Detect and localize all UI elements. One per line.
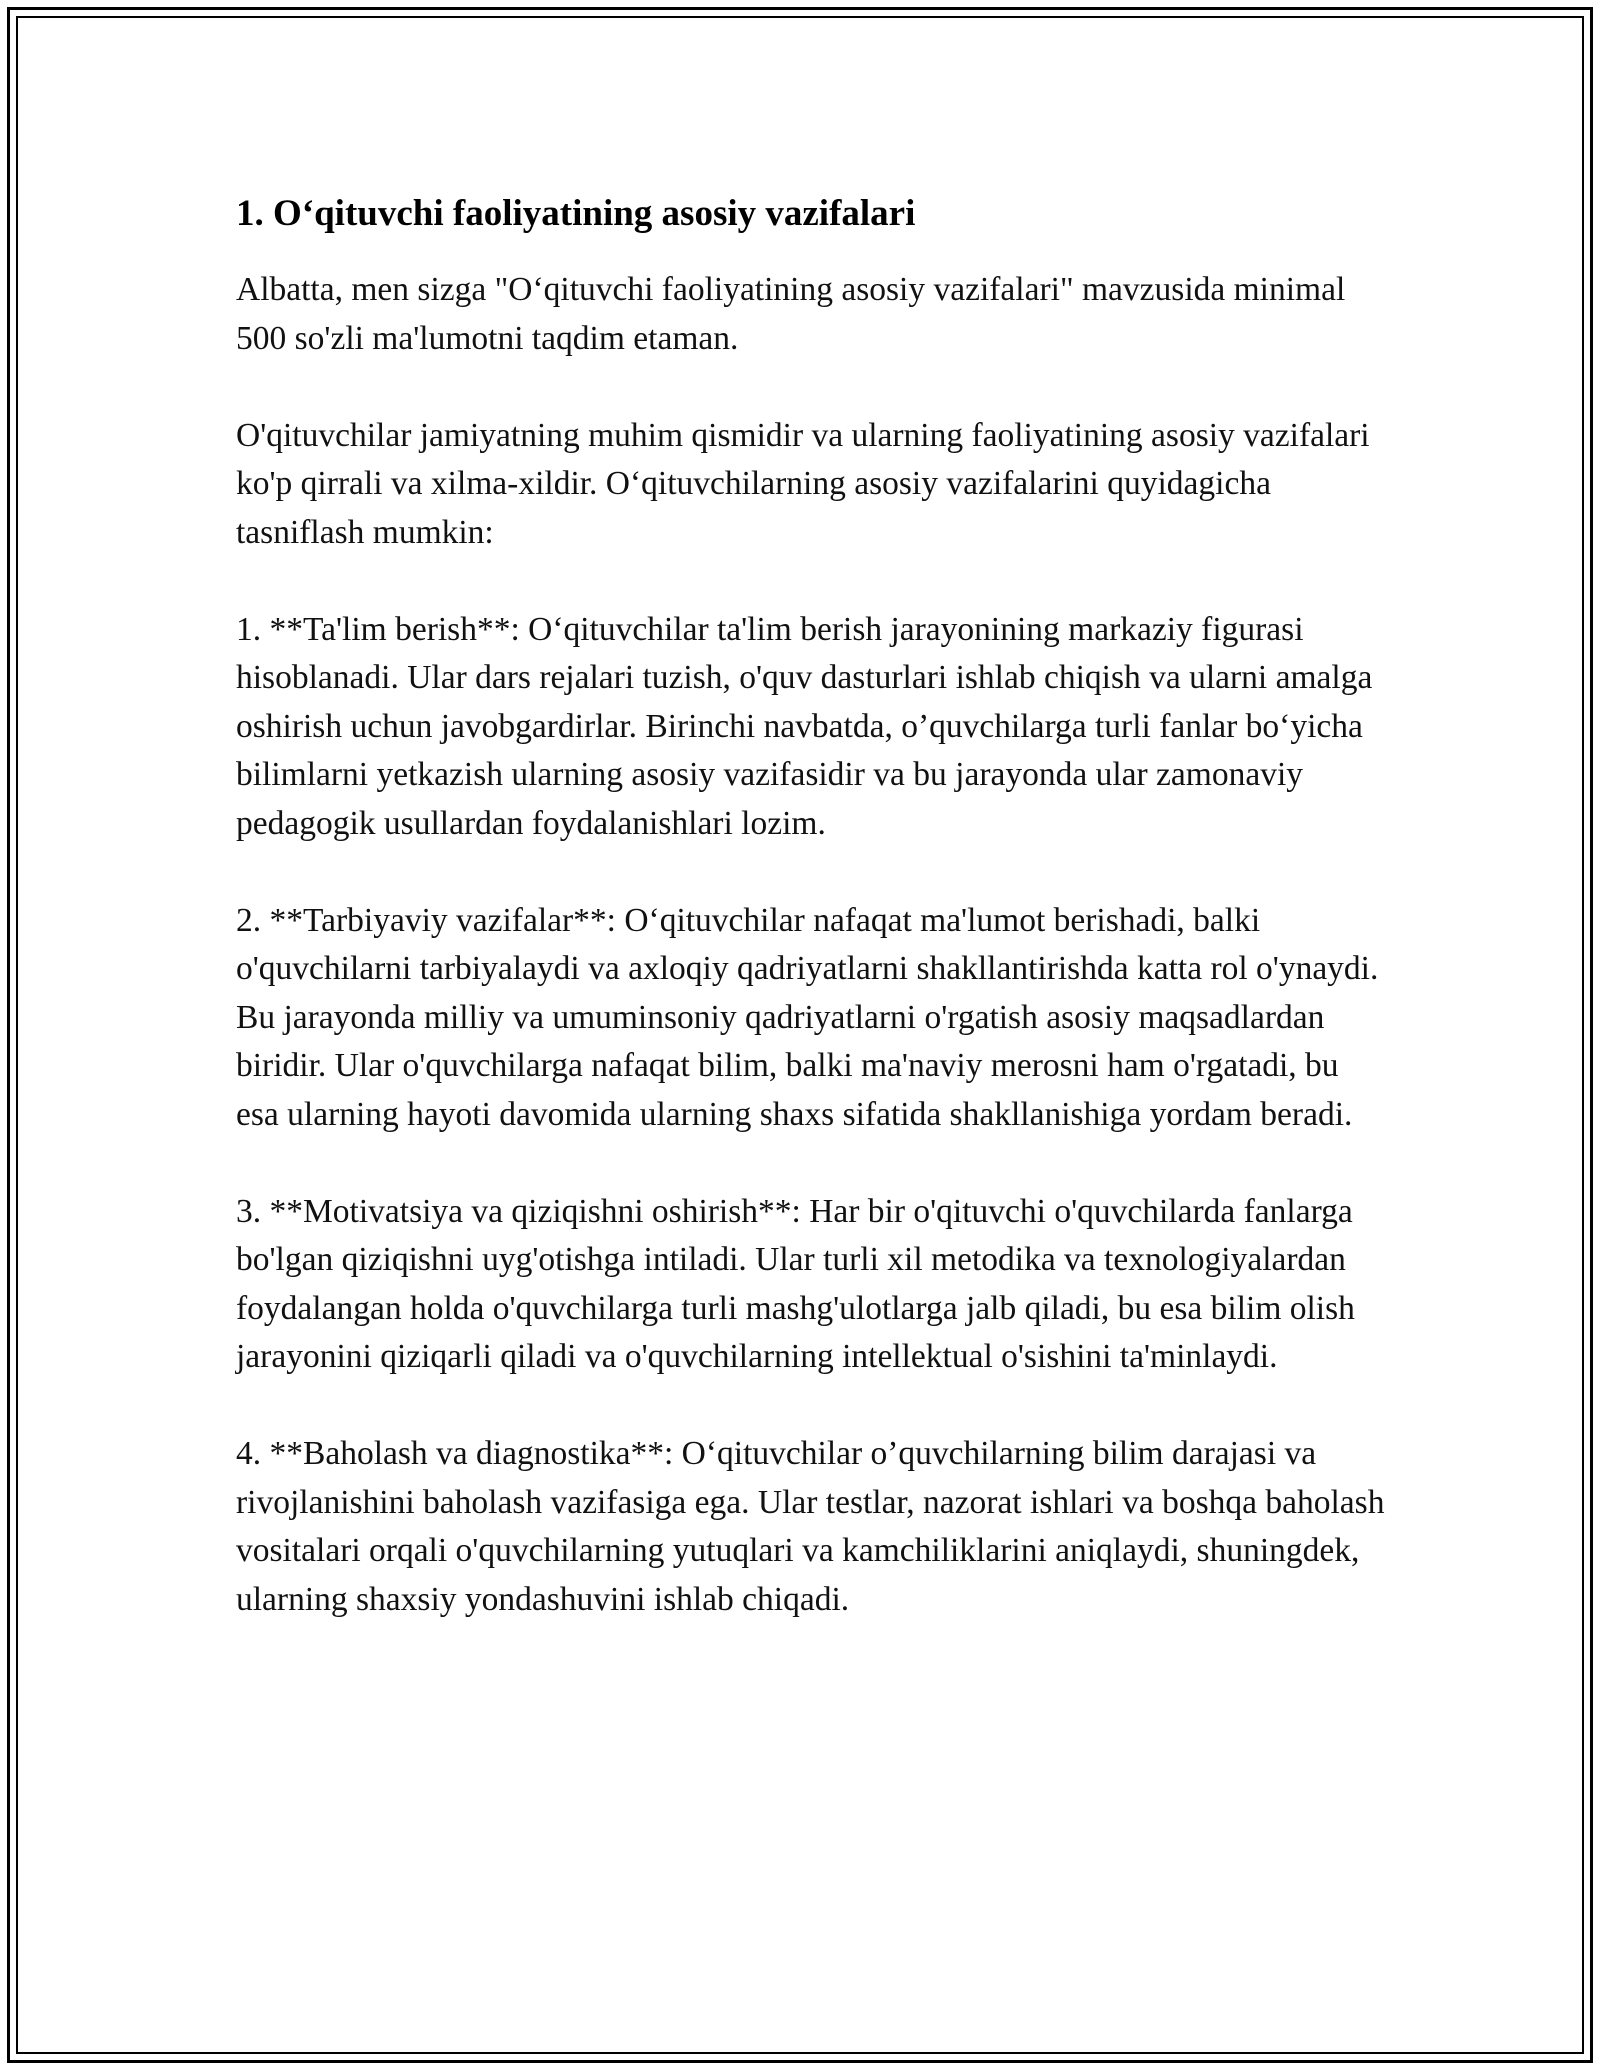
overview-paragraph: O'qituvchilar jamiyatning muhim qismidir va ularning faoliyatining asosiy vazifalari ko'p qirrali va xilma-xildir. O‘qituvchilarning asosiy vazifalarini quyidagicha tasniflash mumkin: [236, 416, 1370, 551]
document-title: 1. O‘qituvchi faoliyatining asosiy vazifalari [236, 193, 916, 234]
document-body [236, 190, 1386, 1673]
list-item-motivatsiya: 3. **Motivatsiya va qiziqishni oshirish**: Har bir o'qituvchi o'quvchilarda fanlarga bo'lgan qiziqishni uyg'otishga intiladi. Ular turli xil metodika va texnologiyalardan foydalangan holda o'quvchilarga turli mashg'ulotlarga jalb qiladi, bu esa bilim olish jarayonini qiziqarli qiladi va o'quvchilarning intellektual o'sishini ta'minlaydi. [236, 1192, 1355, 1375]
list-item-tarbiyaviy-vazifalar: 2. **Tarbiyaviy vazifalar**: O‘qituvchilar nafaqat ma'lumot berishadi, balki o'quvchilarni tarbiyalaydi va axloqiy qadriyatlarni shakllantirishda katta rol o'ynaydi. Bu jarayonda milliy va umuminsoniy qadriyatlarni o'rgatish asosiy maqsadlardan biridir. Ular o'quvchilarga nafaqat bilim, balki ma'naviy merosni ham o'rgatadi, bu esa ularning hayoti davomida ularning shaxs sifatida shakllanishiga yordam beradi. [236, 901, 1379, 1133]
list-item-talim-berish: 1. **Ta'lim berish**: O‘qituvchilar ta'lim berish jarayonining markaziy figurasi hisoblanadi. Ular dars rejalari tuzish, o'quv dasturlari ishlab chiqish va ularni amalga oshirish uchun javobgardirlar. Birinchi navbatda, o’quvchilarga turli fanlar bo‘yicha bilimlarni yetkazish ularning asosiy vazifasidir va bu jarayonda ular zamonaviy pedagogik usullardan foydalanishlari lozim. [236, 610, 1373, 842]
intro-paragraph: Albatta, men sizga "O‘qituvchi faoliyatining asosiy vazifalari" mavzusida minimal 500 so'zli ma'lumotni taqdim etaman. [236, 271, 1346, 357]
list-item-baholash: 4. **Baholash va diagnostika**: O‘qituvchilar o’quvchilarning bilim darajasi va rivojlanishini baholash vazifasiga ega. Ular testlar, nazorat ishlari va boshqa baholash vositalari orqali o'quvchilarning yutuqlari va kamchiliklarini aniqlaydi, shuningdek, ularning shaxsiy yondashuvini ishlab chiqadi. [236, 1435, 1385, 1618]
